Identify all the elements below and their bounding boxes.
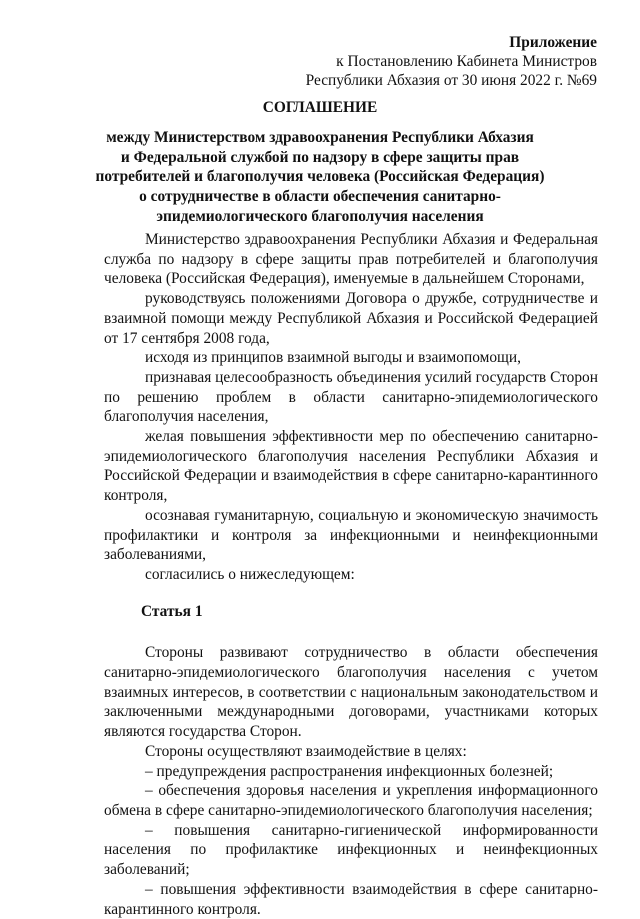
document-title: СОГЛАШЕНИЕ <box>262 99 378 116</box>
annex-line-2: Республики Абхазия от 30 июня 2022 г. №69 <box>305 72 597 89</box>
annex-header <box>306 33 597 90</box>
preamble-paragraph: осознавая гуманитарную, социальную и экономическую значимость профилактики и контроля за инфекционными и неинфекционными заболеваниями, <box>104 506 598 564</box>
article-list-item: – обеспечения здоровья населения и укрепления информационного обмена в сфере санитарно-эпидемиологического благополучия населения; <box>104 782 598 819</box>
article-list-item: – предупреждения распространения инфекционных болезней; <box>145 762 554 780</box>
subtitle-line: и Федеральной службой по надзору в сфере защиты прав <box>120 148 520 166</box>
article-list-item: – повышения эффективности взаимодействия в сфере санитарно-карантинного контроля. <box>104 880 598 918</box>
annex-label: Приложение <box>509 34 597 51</box>
preamble-paragraph: Министерство здравоохранения Республики Абхазия и Федеральная служба по надзору в сфере защиты прав потребителей и благополучия человека (Российская Федерация), именуемые в дальнейшем Сторонами, <box>104 231 598 288</box>
subtitle-line: между Министерством здравоохранения Республики Абхазия <box>106 129 534 146</box>
subtitle-line: потребителей и благополучия человека (Российская Федерация) <box>95 168 545 186</box>
article-heading: Статья 1 <box>141 602 203 620</box>
document-subtitle <box>0 128 640 227</box>
preamble-paragraph: согласились о нижеследующем: <box>145 565 355 583</box>
document-body <box>104 230 598 919</box>
subtitle-line: о сотрудничестве в области обеспечения санитарно- <box>139 188 501 206</box>
article-paragraph: Стороны развивают сотрудничество в области обеспечения санитарно-эпидемиологического благополучия населения с учетом взаимных интересов, в соответствии с национальным законодательством и заключенными международными договорами, участниками которых являются государства Сторон. <box>104 644 598 741</box>
preamble-paragraph: признавая целесообразность объединения усилий государств Сторон по решению проблем в области санитарно-эпидемиологического благополучия населения, <box>104 368 598 426</box>
preamble-paragraph: желая повышения эффективности мер по обеспечению санитарно-эпидемиологического благополучия населения Республики Абхазия и Российской Федерации и взаимодействия в сфере санитарно-карантинного контроля, <box>104 428 598 505</box>
article-list-item: – повышения санитарно-гигиенической информированности населения по профилактике инфекционных и неинфекционных заболеваний; <box>104 821 598 879</box>
annex-line-1: к Постановлению Кабинета Министров <box>336 53 597 70</box>
subtitle-line: эпидемиологического благополучия населения <box>156 207 484 225</box>
article-paragraph: Стороны осуществляют взаимодействие в целях: <box>145 742 467 760</box>
preamble-paragraph: руководствуясь положениями Договора о дружбе, сотрудничестве и взаимной помощи между Республикой Абхазия и Российской Федерацией от 17 сентября 2008 года, <box>104 290 598 347</box>
preamble-paragraph: исходя из принципов взаимной выгоды и взаимопомощи, <box>145 349 521 367</box>
